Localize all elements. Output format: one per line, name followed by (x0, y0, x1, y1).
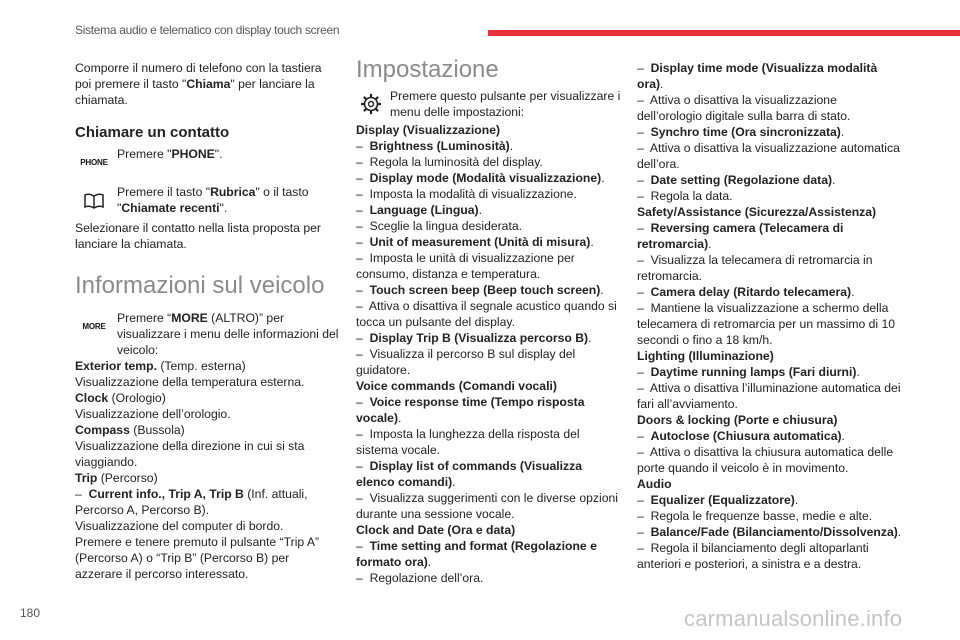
header-accent-bar (488, 30, 960, 36)
setting-item-title: – Autoclose (Chiusura automatica). (637, 429, 845, 443)
clock-date-heading: Clock and Date (Ora e data) (356, 523, 516, 537)
setting-item-title: – Display list of commands (Visualizza elenco comandi). (356, 459, 583, 489)
setting-item-desc: – Regola la luminosità del display. (356, 155, 543, 169)
setting-item-title: – Daytime running lamps (Fari diurni). (637, 365, 860, 379)
setting-item-title: – Equalizer (Equalizzatore). (637, 493, 799, 507)
setting-item-title: – Voice response time (Tempo risposta vocale). (356, 395, 585, 425)
column-right (637, 60, 902, 572)
running-header: Sistema audio e telematico con display touch screen (75, 23, 340, 37)
display-heading: Display (Visualizzazione) (356, 123, 501, 137)
clock-settings-list (356, 538, 621, 586)
setting-item-title: – Display Trip B (Visualizza percorso B). (356, 331, 592, 345)
phonebook-icon (75, 184, 113, 218)
ext-temp-title: Exterior temp. (Temp. esterna) (75, 359, 246, 373)
setting-item-desc: – Regola la data. (637, 189, 733, 203)
setting-item-title: – Display time mode (Visualizza modalità ora). (637, 61, 878, 91)
column-left (75, 60, 340, 582)
setting-item-title: – Time setting and format (Regolazione e formato ora). (356, 539, 597, 569)
more-icon: MORE (82, 322, 106, 331)
setting-item-title: – Brightness (Luminosità). (356, 139, 514, 153)
setting-item-title: – Unit of measurement (Unità di misura). (356, 235, 594, 249)
lighting-settings-list (637, 364, 902, 412)
voice-heading: Voice commands (Comandi vocali) (356, 379, 557, 393)
setting-item-title: – Date setting (Regolazione data). (637, 173, 836, 187)
doors-settings-list (637, 428, 902, 476)
setting-item-title: – Display mode (Modalità visualizzazione). (356, 171, 605, 185)
setting-item-desc: – Visualizza suggerimenti con le diverse opzioni durante una sessione vocale. (356, 491, 618, 521)
dial-instructions: Comporre il numero di telefono con la tastiera poi premere il tasto "Chiama" per lanciare la chiamata. (75, 61, 322, 107)
setting-item-title: – Synchro time (Ora sincronizzata). (637, 125, 845, 139)
phone-icon: PHONE (80, 158, 108, 167)
display-settings-list (356, 138, 621, 378)
lighting-heading: Lighting (Illuminazione) (637, 349, 774, 363)
setting-item-desc: – Attiva o disattiva il segnale acustico quando si tocca un pulsante del display. (356, 299, 617, 329)
page-number: 180 (20, 606, 41, 620)
phone-instruction: Premere "PHONE". (117, 147, 223, 161)
compass-title: Compass (Bussola) (75, 423, 185, 437)
setting-item-desc: – Attiva o disattiva l’illuminazione automatica dei fari all’avviamento. (637, 381, 901, 411)
audio-settings-list (637, 492, 902, 572)
trip-reset-desc: Premere e tenere premuto il pulsante “Trip A” (Percorso A) o “Trip B” (Percorso B) per azzerare il percorso interessato. (75, 535, 320, 581)
setting-item-desc: – Visualizza il percorso B sul display del guidatore. (356, 347, 576, 377)
watermark: carmanualsonline.info (684, 606, 903, 631)
setting-item-desc: – Regolazione dell’ora. (356, 571, 484, 585)
safety-heading: Safety/Assistance (Sicurezza/Assistenza) (637, 205, 877, 219)
setting-item-title: – Camera delay (Ritardo telecamera). (637, 285, 855, 299)
setting-item-title: – Language (Lingua). (356, 203, 482, 217)
setting-item-title: – Touch screen beep (Beep touch screen). (356, 283, 604, 297)
setting-item-title: – Reversing camera (Telecamera di retromarcia). (637, 221, 844, 251)
phonebook-instruction: Premere il tasto "Rubrica" o il tasto "Chiamate recenti". (117, 185, 309, 215)
setting-item-desc: – Regola il bilanciamento degli altoparlanti anteriori e posteriori, a sinistra e a destra. (637, 541, 869, 571)
setting-item-desc: – Visualizza la telecamera di retromarcia in retromarcia. (637, 253, 873, 283)
setting-item-desc: – Imposta la modalità di visualizzazione. (356, 187, 577, 201)
settings-instruction: Premere questo pulsante per visualizzare i menu delle impostazioni: (390, 89, 621, 119)
ext-temp-desc: Visualizzazione della temperatura esterna. (75, 375, 305, 389)
trip-item: – Current info., Trip A, Trip B (Inf. attuali, Percorso A, Percorso B). (75, 487, 308, 517)
clock-settings-continued (637, 60, 902, 204)
voice-settings-list (356, 394, 621, 522)
audio-heading: Audio (637, 477, 672, 491)
vehicle-info-heading: Informazioni sul veicolo (75, 272, 325, 299)
more-instruction: Premere “MORE (ALTRO)” per visualizzare i menu delle informazioni del veicolo: (117, 311, 339, 357)
contact-heading: Chiamare un contatto (75, 124, 230, 141)
setting-item-desc: – Attiva o disattiva la visualizzazione dell’orologio digitale sulla barra di stato. (637, 93, 851, 123)
doors-heading: Doors & locking (Porte e chiusura) (637, 413, 838, 427)
setting-item-desc: – Attiva o disattiva la chiusura automatica delle porte quando il veicolo è in movimento. (637, 445, 894, 475)
setting-item-title: – Balance/Fade (Bilanciamento/Dissolvenza). (637, 525, 902, 539)
trip-desc: Visualizzazione del computer di bordo. (75, 519, 284, 533)
compass-desc: Visualizzazione della direzione in cui si sta viaggiando. (75, 439, 305, 469)
select-contact-text: Selezionare il contatto nella lista proposta per lanciare la chiamata. (75, 221, 321, 251)
settings-heading: Impostazione (356, 56, 499, 83)
setting-item-desc: – Attiva o disattiva la visualizzazione automatica dell’ora. (637, 141, 900, 171)
clock-title: Clock (Orologio) (75, 391, 166, 405)
gear-icon (356, 88, 386, 120)
setting-item-desc: – Imposta le unità di visualizzazione per consumo, distanza e temperatura. (356, 251, 575, 281)
setting-item-desc: – Mantiene la visualizzazione a schermo della telecamera di retromarcia per un massimo di 10 secondi o fino a 18 km/h. (637, 301, 896, 347)
safety-settings-list (637, 220, 902, 348)
setting-item-desc: – Sceglie la lingua desiderata. (356, 219, 523, 233)
trip-title: Trip (Percorso) (75, 471, 158, 485)
clock-desc: Visualizzazione dell’orologio. (75, 407, 231, 421)
setting-item-desc: – Imposta la lunghezza della risposta del sistema vocale. (356, 427, 580, 457)
setting-item-desc: – Regola le frequenze basse, medie e alte. (637, 509, 873, 523)
column-middle (356, 56, 621, 586)
